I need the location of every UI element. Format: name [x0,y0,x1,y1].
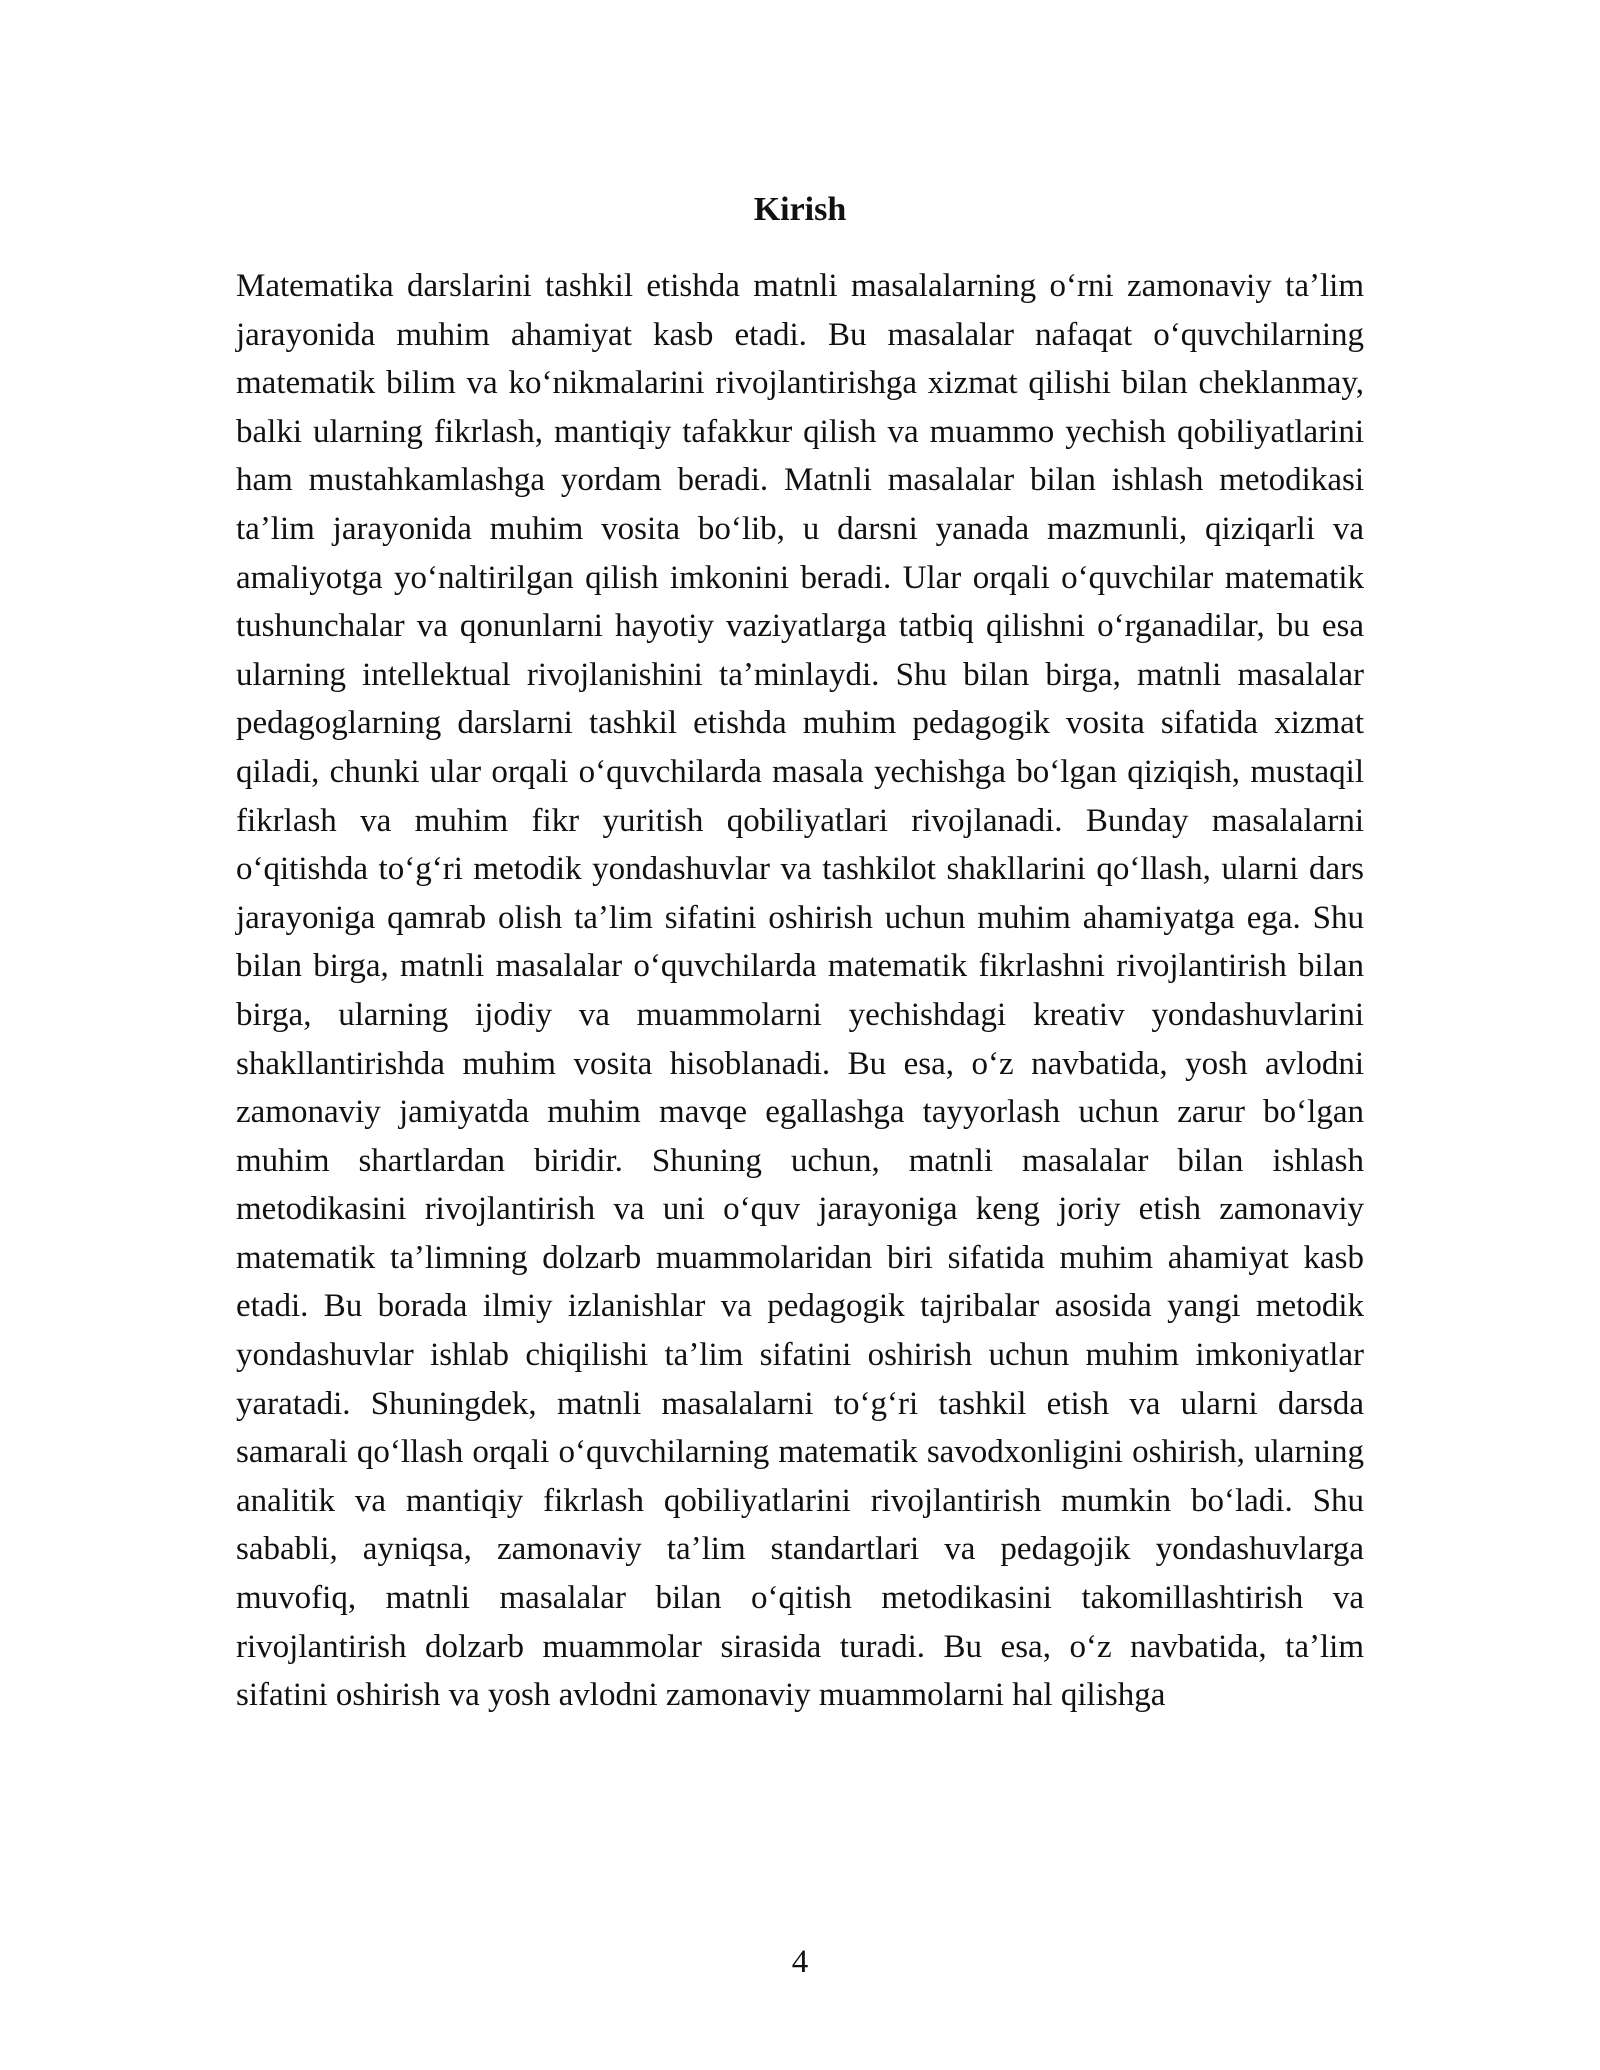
page-number: 4 [791,1944,809,1980]
section-title: Kirish [753,191,847,228]
body-paragraph: Matematika darslarini tashkil etishda matnli masalalarning oʻrni zamonaviy taʼlim jarayonida muhim ahamiyat kasb etadi. Bu masalalar nafaqat oʻquvchilarning matematik bilim va koʻnikmalarini rivojlantirishga xizmat qilishi bilan cheklanmay, balki ularning fikrlash, mantiqiy tafakkur qilish va muammo yechish qobiliyatlarini ham mustahkamlashga yordam beradi. Matnli masalalar bilan ishlash metodikasi taʼlim jarayonida muhim vosita boʻlib, u darsni yanada mazmunli, qiziqarli va amaliyotga yoʻnaltirilgan qilish imkonini beradi. Ular orqali oʻquvchilar matematik tushunchalar va qonunlarni hayotiy vaziyatlarga tatbiq qilishni oʻrganadilar, bu esa ularning intellektual rivojlanishini taʼminlaydi. Shu bilan birga, matnli masalalar pedagoglarning darslarni tashkil etishda muhim pedagogik vosita sifatida xizmat qiladi, chunki ular orqali oʻquvchilarda masala yechishga boʻlgan qiziqish, mustaqil fikrlash va muhim fikr yuritish qobiliyatlari rivojlanadi. Bunday masalalarni oʻqitishda toʻgʻri metodik yondashuvlar va tashkilot shakllarini qoʻllash, ularni dars jarayoniga qamrab olish taʼlim sifatini oshirish uchun muhim ahamiyatga ega. Shu bilan birga, matnli masalalar oʻquvchilarda matematik fikrlashni rivojlantirish bilan birga, ularning ijodiy va muammolarni yechishdagi kreativ yondashuvlarini shakllantirishda muhim vosita hisoblanadi. Bu esa, oʻz navbatida, yosh avlodni zamonaviy jamiyatda muhim mavqe egallashga tayyorlash uchun zarur boʻlgan muhim shartlardan biridir. Shuning uchun, matnli masalalar bilan ishlash metodikasini rivojlantirish va uni oʻquv jarayoniga keng joriy etish zamonaviy matematik taʼlimning dolzarb muammolaridan biri sifatida muhim ahamiyat kasb etadi. Bu borada ilmiy izlanishlar va pedagogik tajribalar asosida yangi metodik yondashuvlar ishlab chiqilishi taʼlim sifatini oshirish uchun muhim imkoniyatlar yaratadi. Shuningdek, matnli masalalarni toʻgʻri tashkil etish va ularni darsda samarali qoʻllash orqali oʻquvchilarning matematik savodxonligini oshirish, ularning analitik va mantiqiy fikrlash qobiliyatlarini rivojlantirish mumkin boʻladi. Shu sababli, ayniqsa, zamonaviy taʼlim standartlari va pedagojik yondashuvlarga muvofiq, matnli masalalar bilan oʻqitish metodikasini takomillashtirish va rivojlantirish dolzarb muammolar sirasida turadi. Bu esa, oʻz navbatida, taʼlim sifatini oshirish va yosh avlodni zamonaviy muammolarni hal qilishga [236,268,1364,1714]
